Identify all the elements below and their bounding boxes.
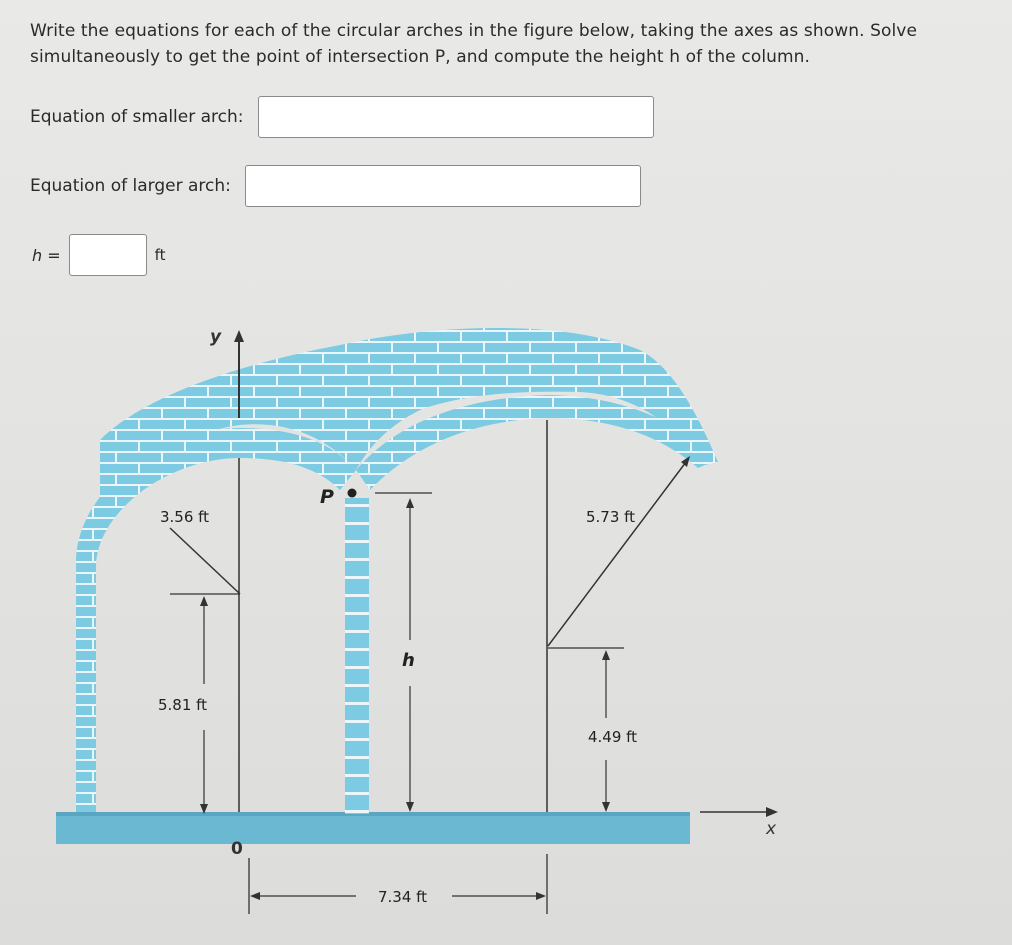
y-axis-label: y <box>210 327 222 347</box>
small-center-height-label: 5.81 ft <box>158 696 208 714</box>
large-center-height-label: 4.49 ft <box>588 728 638 746</box>
h-unit: ft <box>154 246 166 264</box>
x-axis-label: x <box>766 819 777 839</box>
large-center-dim-arrow-down <box>602 802 610 812</box>
point-p-label: P <box>320 486 334 508</box>
smaller-arch-ring <box>76 428 356 812</box>
span-label: 7.34 ft <box>378 888 428 906</box>
h-label: h = <box>32 245 61 265</box>
h-dim-arrow-down <box>406 802 414 812</box>
small-center-dim-arrow-up <box>200 596 208 606</box>
h-dim-label: h <box>402 650 415 671</box>
h-dim-arrow-up <box>406 498 414 508</box>
ground-line <box>56 812 690 816</box>
small-radius-label: 3.56 ft <box>160 508 210 526</box>
large-radius-label: 5.73 ft <box>586 508 636 526</box>
large-radius-line <box>548 462 686 646</box>
smaller-arch-label: Equation of smaller arch: <box>30 107 244 127</box>
x-axis-arrow <box>766 807 778 817</box>
large-center-dim-arrow-up <box>602 650 610 660</box>
small-radius-line <box>170 528 240 594</box>
ground-base <box>56 812 690 844</box>
column <box>345 498 369 814</box>
origin-label: 0 <box>231 839 243 859</box>
problem-statement: Write the equations for each of the circular arches in the figure below, taking the axes as shown. Solve simultaneously to get the point of intersection P, and compute the height h of the column. <box>30 21 918 67</box>
y-axis-arrow <box>234 330 244 342</box>
point-p <box>348 489 357 498</box>
span-arrow-right <box>536 892 546 900</box>
larger-arch-label: Equation of larger arch: <box>30 176 231 196</box>
span-arrow-left <box>250 892 260 900</box>
